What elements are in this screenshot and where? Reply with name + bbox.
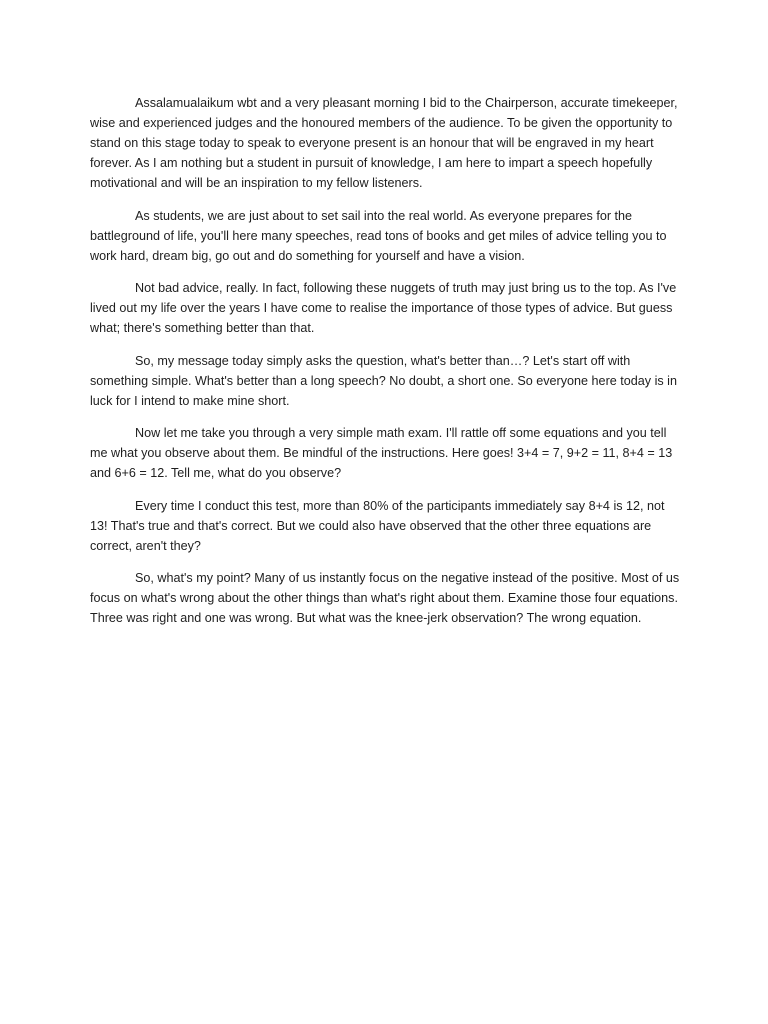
paragraph-6: Every time I conduct this test, more than 80% of the participants immediately say 8+4 is 12, not 13! That's true and that's correct. But we could also have observed that the other three equations are correct, aren't they? <box>90 498 665 553</box>
paragraph-4: So, my message today simply asks the question, what's better than…? Let's start off with something simple. What's better than a long speech? No doubt, a short one. So everyone here today is in luck for I intend to make mine short. <box>90 353 677 408</box>
paragraph-1: Assalamualaikum wbt and a very pleasant morning I bid to the Chairperson, accurate timekeeper, wise and experienced judges and the honoured members of the audience. To be given the opportunity to stand on this stage today to speak to everyone present is an honour that will be engraved in my heart forever. As I am nothing but a student in pursuit of knowledge, I am here to impart a speech hopefully motivational and will be an inspiration to my fellow listeners. <box>90 96 678 190</box>
document-body <box>90 93 680 641</box>
paragraph-7: So, what's my point? Many of us instantly focus on the negative instead of the positive. Most of us focus on what's wrong about the other things than what's right about them. Examine those four equations. Three was right and one was wrong. But what was the knee-jerk observation? The wrong equation. <box>90 571 680 625</box>
paragraph-2: As students, we are just about to set sail into the real world. As everyone prepares for the battleground of life, you'll here many speeches, read tons of books and get miles of advice telling you to work hard, dream big, go out and do something for yourself and have a vision. <box>90 208 667 263</box>
paragraph-5: Now let me take you through a very simple math exam. I'll rattle off some equations and you tell me what you observe about them. Be mindful of the instructions. Here goes! 3+4 = 7, 9+2 = 11, 8+4 = 13 and 6+6 = 12. Tell me, what do you observe? <box>90 426 673 480</box>
paragraph-3: Not bad advice, really. In fact, following these nuggets of truth may just bring us to the top. As I've lived out my life over the years I have come to realise the importance of those types of advice. But guess what; there's something better than that. <box>90 281 677 335</box>
